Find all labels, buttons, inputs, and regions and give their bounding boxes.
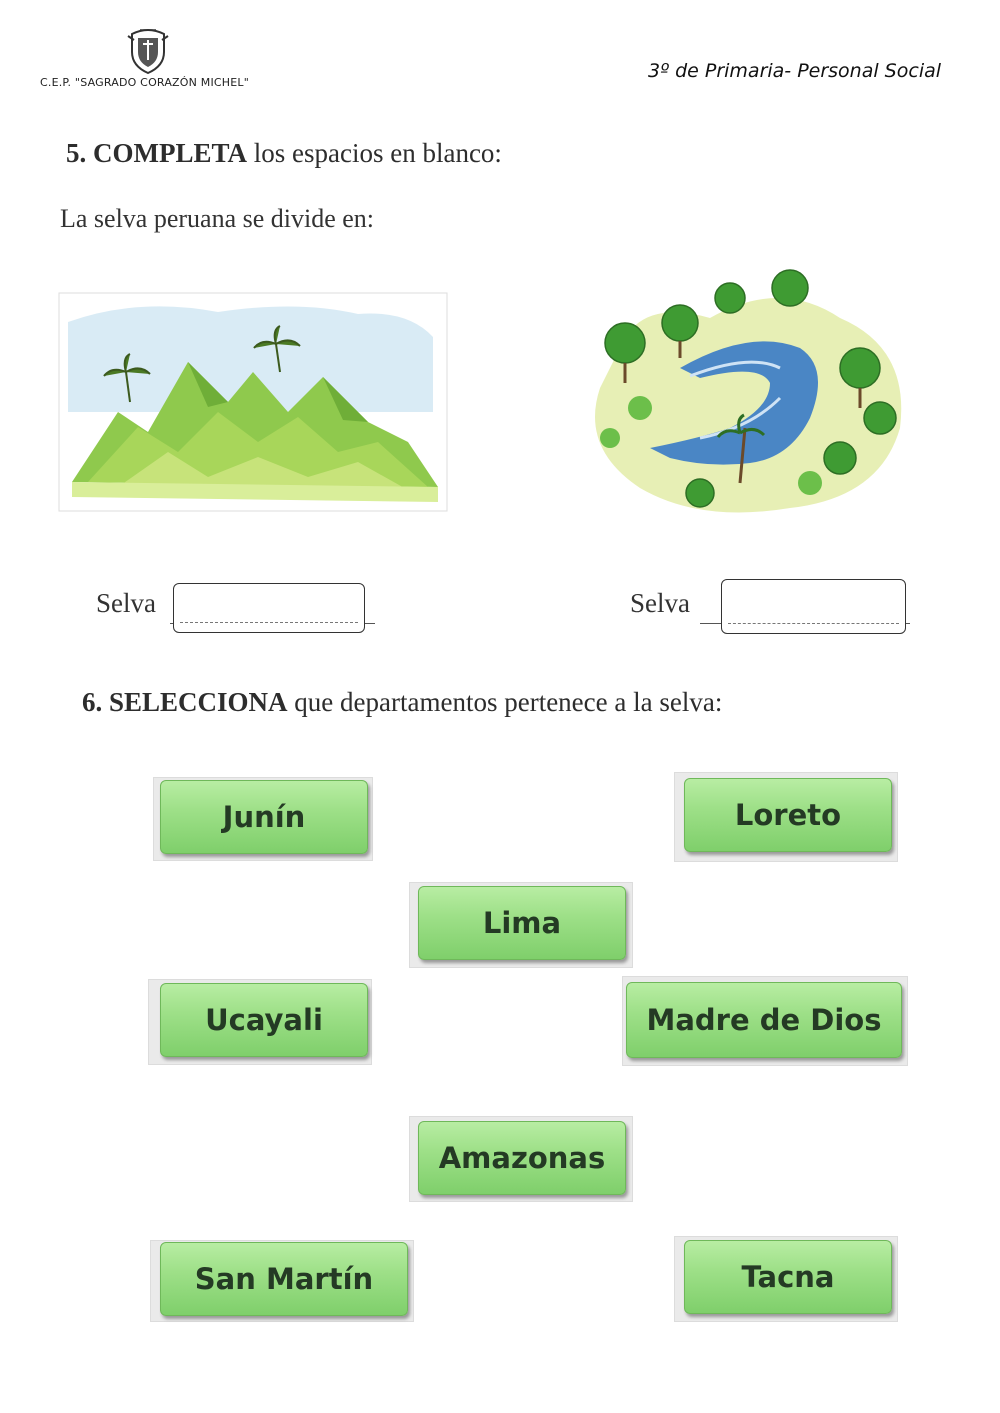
- answer-dash-right: [728, 623, 899, 624]
- option-lima[interactable]: Lima: [418, 886, 626, 960]
- option-amazonas[interactable]: Amazonas: [418, 1121, 626, 1195]
- question-5-intro: La selva peruana se divide en:: [60, 204, 375, 233]
- answer-dash-left: [180, 622, 358, 623]
- answer-box-left[interactable]: [173, 583, 365, 633]
- option-tacna[interactable]: Tacna: [684, 1240, 892, 1314]
- question-5-heading: [66, 138, 502, 169]
- answer-box-right[interactable]: [721, 579, 906, 634]
- question-5-text: los espacios en blanco:: [247, 138, 502, 168]
- mountain-jungle-illustration: [58, 292, 448, 512]
- option-loreto[interactable]: Loreto: [684, 778, 892, 852]
- school-name: C.E.P. "SAGRADO CORAZÓN MICHEL": [40, 76, 249, 89]
- question-6-text: que departamentos pertenece a la selva:: [287, 687, 723, 717]
- question-5-keyword: 5. COMPLETA: [66, 138, 247, 168]
- option-junin[interactable]: Junín: [160, 780, 368, 854]
- school-crest-icon: [122, 26, 174, 76]
- option-ucayali[interactable]: Ucayali: [160, 983, 368, 1057]
- option-madre-de-dios[interactable]: Madre de Dios: [626, 982, 902, 1058]
- selva-label-left: Selva: [96, 588, 156, 618]
- selva-label-right: Selva: [630, 588, 690, 618]
- question-6-heading: [82, 687, 722, 718]
- river-jungle-illustration: [580, 258, 910, 528]
- option-san-martin[interactable]: San Martín: [160, 1242, 408, 1316]
- grade-course-label: 3º de Primaria- Personal Social: [648, 60, 942, 82]
- question-6-keyword: 6. SELECCIONA: [82, 687, 288, 717]
